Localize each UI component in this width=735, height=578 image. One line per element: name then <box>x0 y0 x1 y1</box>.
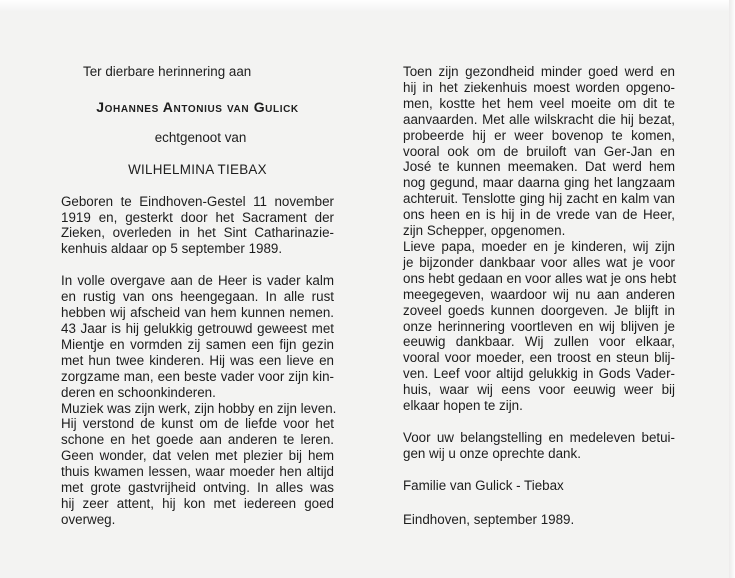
text-line: kenhuis aldaar op 5 september 1989. <box>61 241 283 257</box>
text-line: meegegeven, waardoor wij nu aan anderen <box>403 286 675 302</box>
text-line: hij zeer attent, hij kon met iedereen goed <box>61 495 334 511</box>
text-line: schone en het goede aan anderen te leren. <box>61 432 334 448</box>
text-line: elkaar hopen te zijn. <box>403 398 523 414</box>
text-line: Voor uw belangstelling en medeleven betui- <box>403 429 675 445</box>
spouse-name: WILHELMINA TIEBAX <box>128 161 267 177</box>
text-line: overweg. <box>61 511 116 527</box>
text-line: je bijzonder dankbaar voor alles wat je voor <box>403 254 675 270</box>
text-line: 43 Jaar is hij gelukkig getrouwd geweest met <box>61 320 334 336</box>
dedication-heading: Ter dierbare herinnering aan <box>83 64 252 79</box>
birth-death-paragraph <box>61 194 334 258</box>
text-line: eeuwig dankbaar. Wij zullen voor elkaar, <box>403 334 675 350</box>
card-top-edge <box>0 0 735 12</box>
text-line: Lieve papa, moeder en je kinderen, wij zijn <box>403 238 675 254</box>
left-column <box>61 64 337 528</box>
text-line: deren en schoonkinderen. <box>61 384 216 400</box>
text-line: ven. Leef voor altijd gelukkig in Gods Vader- <box>403 366 675 382</box>
thanks-paragraph <box>403 430 675 462</box>
text-line: Hij verstond de kunst om de liefde voor het <box>61 416 334 432</box>
text-line: ons heen en is hij in de vrede van de Heer, <box>403 207 675 223</box>
text-line: zijn Schepper, opgenomen. <box>403 223 566 239</box>
text-line: 1919 en, gesterkt door het Sacrament der <box>61 209 334 225</box>
text-line: thuis kwamen lessen, waar moeder hen altijd <box>61 464 334 480</box>
place-date: Eindhoven, september 1989. <box>403 511 575 527</box>
text-line: Zieken, overleden in het Sint Catharinazie- <box>61 225 334 241</box>
text-line: men, kostte het hem veel moeite om dit te <box>403 95 675 111</box>
text-line: Toen zijn gezondheid minder goed werd en <box>403 64 675 79</box>
text-line: gen wij u onze oprechte dank. <box>403 445 581 461</box>
spouse-intro: echtgenoot van <box>154 129 247 145</box>
text-line: Mientje en vormden zij samen een fijn gezin <box>61 336 334 352</box>
text-line: aanvaarden. Met alle wilskracht die hij bezat, <box>403 111 675 127</box>
text-line: In volle overgave aan de Heer is vader kalm <box>61 273 334 289</box>
text-line: zoveel goeds kunnen doorgeven. Je blijft in <box>403 302 675 318</box>
illness-paragraph <box>403 64 675 414</box>
text-line: Geboren te Eindhoven-Gestel 11 november <box>61 193 334 209</box>
text-line: Muziek was zijn werk, zijn hobby en zijn leven. <box>61 400 337 416</box>
family-signature: Familie van Gulick - Tiebax <box>403 477 564 493</box>
text-line: met hun twee kinderen. Hij was een lieve en <box>61 352 334 368</box>
text-line: Geen wonder, dat velen met plezier bij hem <box>61 448 334 464</box>
text-line: huis, waar wij eens voor eeuwig weer bij <box>403 382 675 398</box>
text-line: nog gegund, maar daarna ging het langzaam <box>403 175 675 191</box>
card-right-edge <box>729 0 735 578</box>
text-line: hebben wij afscheid van hem kunnen nemen. <box>61 305 334 321</box>
text-line: onze herinnering voortleven en wij blijven je <box>403 318 675 334</box>
text-line: vooral voor moeder, een troost en steun blij- <box>403 350 675 366</box>
life-paragraph <box>61 273 337 528</box>
deceased-name: Johannes Antonius van Gulick <box>96 98 299 115</box>
right-column <box>403 64 675 528</box>
text-line: vooral ook om de bruiloft van Ger-Jan en <box>403 143 675 159</box>
text-line: en rustig van ons heengegaan. In alle rust <box>61 289 334 305</box>
text-line: met grote gastvrijheid ontving. In alles was <box>61 480 334 496</box>
text-line: José te kunnen meemaken. Dat werd hem <box>403 159 675 175</box>
text-line: hij in het ziekenhuis moest worden opgeno- <box>403 79 675 95</box>
text-line: probeerde hij er weer bovenop te komen, <box>403 127 675 143</box>
text-line: ons hebt gedaan en voor alles wat je ons hebt <box>403 270 677 286</box>
text-line: zorgzame man, een beste vader voor zijn kin- <box>61 368 334 384</box>
text-line: achteruit. Tenslotte ging hij zacht en kalm van <box>403 191 675 207</box>
